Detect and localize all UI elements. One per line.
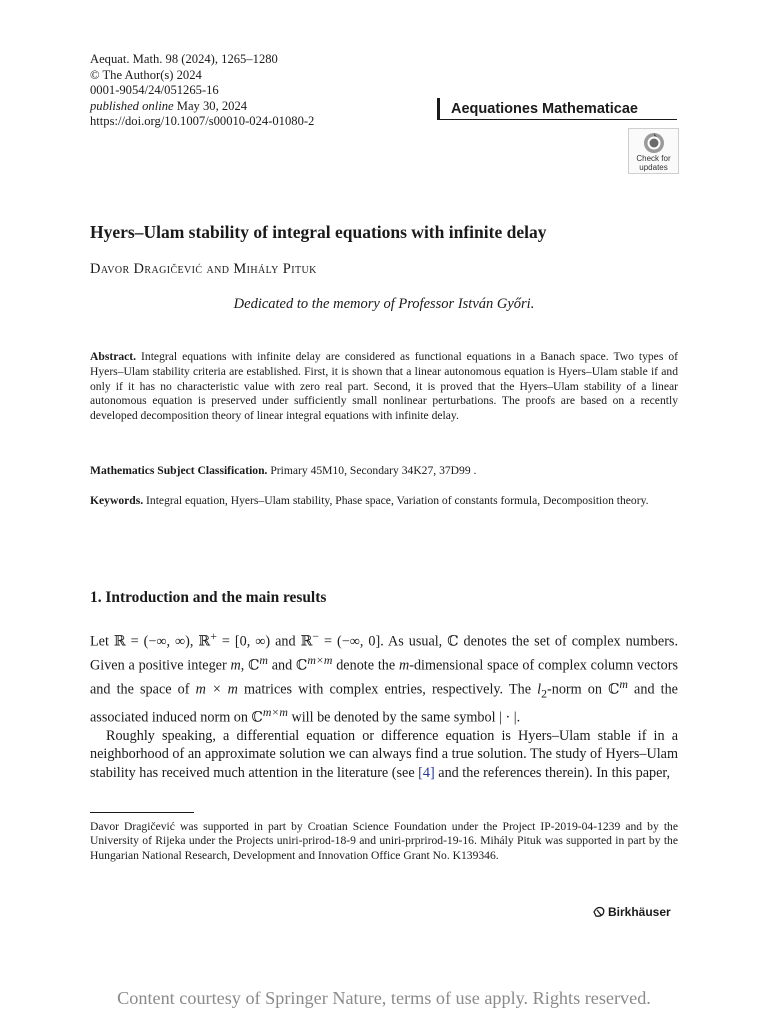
p1-sup-m: m (259, 653, 268, 668)
check-updates-line1: Check for (636, 154, 671, 163)
keywords-text: Integral equation, Hyers–Ulam stability, Phase space, Variation of constants formula, Decomposition theory. (146, 494, 649, 507)
p2-b: and the references therein). In this paper, (434, 764, 671, 781)
p1-sup-m2: m (619, 677, 628, 692)
courtesy-notice: Content courtesy of Springer Nature, terms of use apply. Rights reserved. (117, 988, 651, 1008)
p1-e: and ℂ (267, 657, 308, 674)
p1-i: -norm on ℂ (547, 681, 620, 698)
check-updates-line2: updates (639, 163, 668, 172)
keywords-label: Keywords. (90, 494, 144, 507)
copyright: © The Author(s) 2024 (90, 67, 202, 82)
p1-sup-plus: + (210, 629, 217, 643)
p1-m1: m (230, 657, 241, 674)
p1-b: = [0, ∞) and ℝ (216, 633, 313, 650)
msc-label: Mathematics Subject Classification. (90, 464, 268, 477)
keywords (90, 492, 678, 510)
p1-k: will be denoted by the same symbol | · |. (287, 709, 521, 726)
p1-f: denote the (332, 657, 399, 674)
published-date: May 30, 2024 (176, 98, 248, 113)
issn: 0001-9054/24/051265-16 (90, 83, 219, 98)
p1-m2: m (398, 657, 410, 674)
p1-j: and the associated induced norm on ℂ (90, 681, 678, 726)
paragraph-2 (90, 727, 678, 782)
msc-text: Primary 45M10, Secondary 34K27, 37D99 . (270, 464, 477, 477)
paper-title: Hyers–Ulam stability of integral equations with infinite delay (90, 222, 547, 242)
p1-a: Let ℝ = (−∞, ∞), ℝ (90, 633, 211, 650)
paragraph-1 (90, 627, 678, 727)
citation: Aequat. Math. 98 (2024), 1265–1280 (90, 52, 278, 66)
p2-a: Roughly speaking, a differential equation or difference equation is Hyers–Ulam stable if in a neighborhood of an approximate solution we can always find a true solution. The study of Hyers–Ulam stability has received much attention in the literature (see (90, 727, 678, 781)
check-updates-icon (642, 132, 666, 154)
abstract-text: Integral equations with infinite delay are considered as functional equations in a Banach space. Two types of Hyers–Ulam stability criteria are established. First, it is shown that a linear autonomous equation is Hyers–Ulam stable if and only if it has no characteristic value with zero real part. Second, it is proved that the Hyers–Ulam stability of a linear autonomous equation is preserved under sufficiently small nonlinear perturbations. The proofs are based on a recently developed decomposition theory of linear integral equations with infinite delay. (90, 350, 678, 423)
p1-mxm: m × m (195, 681, 238, 698)
published-label: published online (90, 98, 174, 113)
subject-classification (90, 464, 678, 477)
publisher-logo (593, 905, 671, 919)
birkhauser-icon (593, 906, 606, 918)
p1-d: , ℂ (240, 657, 260, 674)
journal-name: Aequationes Mathematicae (437, 98, 677, 120)
published-online (90, 99, 314, 115)
p1-l2-sub: 2 (541, 686, 548, 701)
doi-link[interactable]: https://doi.org/10.1007/s00010-024-01080-2 (90, 114, 315, 129)
body-text (90, 627, 678, 782)
p1-sup-mxm: m×m (307, 653, 333, 668)
p1-sup-minus: − (312, 629, 320, 643)
footnote: Davor Dragičević was supported in part by Croatian Science Foundation under the Project IP-2019-04-1239 and by the University of Rijeka under the Projects uniri-prirod-18-9 and uniri-prprirod-19-16. Mihály Pituk was supported in part by the Hungarian National Research, Development and Innovation Office Grant No. K139346. (90, 820, 678, 862)
check-for-updates-button[interactable] (628, 128, 679, 174)
article-meta (90, 52, 314, 130)
footnote-divider (90, 812, 194, 813)
section-heading: 1. Introduction and the main results (90, 589, 327, 606)
abstract-label: Abstract. (90, 350, 137, 363)
reference-link[interactable]: [4] (418, 764, 435, 781)
p1-g: -dimensional space of complex column vectors and the space of (90, 657, 679, 698)
publisher-name: Birkhäuser (608, 905, 671, 919)
authors: Davor Dragičević and Mihály Pituk (90, 261, 317, 277)
p1-c: = (−∞, 0]. As usual, ℂ denotes the set of complex numbers. Given a positive integer (90, 633, 678, 674)
abstract (90, 350, 678, 424)
p1-l2: l (537, 681, 542, 698)
p1-sup-mxm2: m×m (262, 704, 288, 719)
dedication: Dedicated to the memory of Professor István Győri. (233, 296, 535, 312)
p1-h: matrices with complex entries, respectively. The (237, 681, 538, 698)
